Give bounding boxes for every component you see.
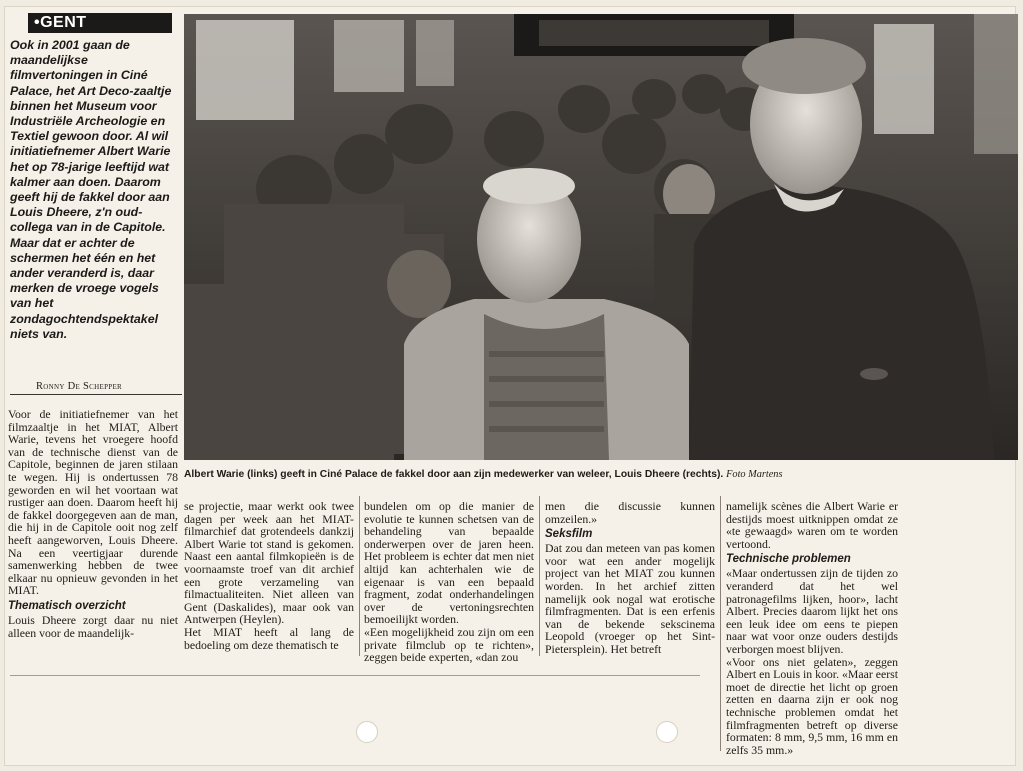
intro-lead: Ook in 2001 gaan de maandelijkse filmvertoningen in Ciné Palace, het Art Deco-zaaltje binnen het Museum voor Industriële Archeologie en Textiel gewoon door. Al wil initiatiefnemer Albert Warie het op 78-jarige leeftijd wat kalmer aan doen. Daarom geeft hij de fakkel door aan Louis Dheere, z'n oud-collega van in de Capitole. Maar dat er achter de schermen het één en het ander veranderd is, daar merken de vroege vogels van het zondagochtendspektakel niets van. xyxy=(10,38,172,341)
subhead-seksfilm: Seksfilm xyxy=(545,528,593,541)
article-column-4 xyxy=(545,500,715,656)
punch-hole xyxy=(656,721,678,743)
subhead-thematisch: Thematisch overzicht xyxy=(8,599,126,612)
paragraph: men die discussie kunnen omzeilen.» xyxy=(545,499,715,526)
paragraph: «Een mogelijkheid zou zijn om een private filmclub op te richten», zeggen beide experten, «dan zou xyxy=(364,624,534,665)
paragraph: Het MIAT heeft al lang de bedoeling om deze thematisch te xyxy=(184,624,354,652)
subhead-technische-problemen: Technische problemen xyxy=(726,553,851,566)
paragraph: se projectie, maar werkt ook twee dagen per week aan het MIAT-filmarchief dat grotendeels dankzij Albert Warie tot stand is gekomen. Naast een aantal filmkopieën is de voornaamste troef van dit archief een grote verzameling van filmactualiteiten. Niet alleen van Gent (Daskalides), maar ook van Antwerpen (Heylen). xyxy=(184,499,354,627)
caption-text: Albert Warie (links) geeft in Ciné Palace de fakkel door aan zijn medewerker van weleer, Louis Dheere (rechts). xyxy=(184,469,724,480)
article-column-1 xyxy=(8,408,178,639)
paragraph: Voor de initiatiefnemer van het filmzaaltje in het MIAT, Albert Warie, tevens het vroegere hoofd van de technische dienst van de Capitole, beginnen de jaren stilaan te wegen. Hij is ondertussen 78 geworden en wil het voortaan wat rustiger aan doen. Daarom heeft hij de fakkel doorgegeven aan de man, die hij in de Capitole ooit nog zelf heeft aangeworven, Louis Dheere. Na een veertigjaar durende samenwerking hebben de twee elkaar nu opnieuw gevonden in het MIAT. xyxy=(8,407,178,598)
section-tag: •GENT xyxy=(28,13,172,33)
column-rule xyxy=(359,496,360,656)
paragraph: Dat zou dan meteen van pas komen voor wat een ander mogelijk project van het MIAT zou kunnen worden. In het archief zitten namelijk ook nogal wat erotische filmfragmenten. Dat is een erfenis van de bekende sekscinema Leopold (vroeger op het Sint-Pietersplein). Het betreft xyxy=(545,541,715,656)
article-column-5 xyxy=(726,500,898,756)
punch-hole xyxy=(356,721,378,743)
byline-divider xyxy=(10,394,182,395)
article-column-3 xyxy=(364,500,534,664)
photo-credit: Foto Martens xyxy=(726,469,783,480)
column-rule xyxy=(720,496,721,751)
article-column-2 xyxy=(184,500,354,651)
paragraph: bundelen om op die manier de evolutie te kunnen schetsen van de behandeling van bepaalde onderwerpen over de jaren heen. Het probleem is echter dat men niet altijd kan achterhalen wie de eigenaar is van een bepaald fragment, zodat onderhandelingen over de vertoningsrechten bemoeilijkt worden. xyxy=(364,499,534,627)
paragraph: namelijk scènes die Albert Warie er destijds moest uitknippen omdat ze «te gewaagd» waren om te worden vertoond. xyxy=(726,499,898,551)
byline: Ronny De Schepper xyxy=(36,381,123,392)
article-photo xyxy=(184,14,1018,460)
paragraph: «Voor ons niet gelaten», zeggen Albert en Louis in koor. «Maar eerst moet de directie het licht op groen zetten en daarna zijn er ook nog technische problemen omdat het filmfragmenten betreft op diverse formaten: 8 mm, 9,5 mm, 16 mm en zelfs 35 mm.» xyxy=(726,654,898,757)
paragraph: Louis Dheere zorgt daar nu niet alleen voor de maandelijk- xyxy=(8,612,178,640)
column-rule xyxy=(539,496,540,656)
bottom-divider xyxy=(10,675,700,676)
paragraph: «Maar ondertussen zijn de tijden zo veranderd dat het wel patronagefilms lijken, hoor», lacht Albert. Precies daarom lijkt het ons een leuk idee om eens te piepen naar wat voor onze ouders destijds verborgen moest blijven. xyxy=(726,566,898,656)
photo-cinema-interior xyxy=(184,14,1018,460)
photo-caption xyxy=(184,468,1018,482)
